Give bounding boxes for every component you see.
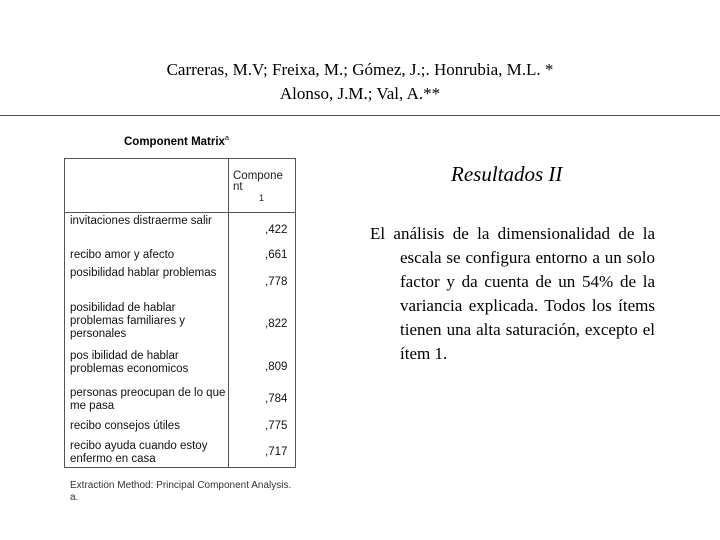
table-header-divider — [64, 212, 296, 213]
table-title-text: Component Matrix — [124, 135, 225, 148]
column-header — [233, 171, 293, 203]
table-row-label: pos ibilidad de hablar problemas economicos — [70, 350, 189, 375]
table-row-label: recibo consejos útiles — [70, 420, 180, 432]
table-row-label: posibilidad de hablar problemas familiares y personales — [70, 302, 186, 340]
table-footnote — [70, 480, 360, 506]
table-row-value: ,422 — [265, 224, 288, 236]
table-row-value: ,661 — [265, 249, 288, 261]
results-paragraph-text: El análisis de la dimensionalidad de la escala se configura entorno a un solo factor y da cuenta de un 54% de la variancia explicada. Todos los ítems tienen una alta saturación, excepto el ítem 1. — [370, 224, 655, 363]
authors-line-2: Alonso, J.M.; Val, A.** — [279, 84, 441, 103]
table-column-divider — [228, 158, 229, 468]
table-row-value: ,822 — [265, 318, 288, 330]
table-row-value: ,775 — [265, 420, 288, 432]
table-row-label: recibo amor y afecto — [70, 249, 175, 261]
table-footnote-line-1: Extraction Method: Principal Component Analysis. — [70, 480, 292, 491]
table-row-label: posibilidad hablar problemas — [70, 267, 217, 279]
results-paragraph — [370, 222, 655, 366]
section-title: Resultados II — [451, 162, 563, 186]
table-row-value: ,717 — [265, 446, 288, 458]
column-subheader: 1 — [259, 193, 265, 203]
table-row-label: invitaciones distraerme salir — [70, 215, 212, 227]
table-row-value: ,778 — [265, 276, 288, 288]
column-header-text: Compone nt — [233, 170, 283, 193]
table-footnote-line-2: a. — [70, 492, 79, 500]
table-row-value: ,809 — [265, 361, 288, 373]
authors-line-1: Carreras, M.V; Freixa, M.; Gómez, J.;. Honrubia, M.L. * — [166, 60, 554, 79]
table-title — [124, 135, 229, 148]
header-divider — [0, 115, 720, 116]
table-row-value: ,784 — [265, 393, 288, 405]
table-row-label: personas preocupan de lo que me pasa — [70, 387, 226, 412]
authors-header — [0, 58, 720, 106]
table-title-footnote-mark: a — [224, 135, 229, 142]
table-row-label: recibo ayuda cuando estoy enfermo en casa — [70, 440, 208, 465]
